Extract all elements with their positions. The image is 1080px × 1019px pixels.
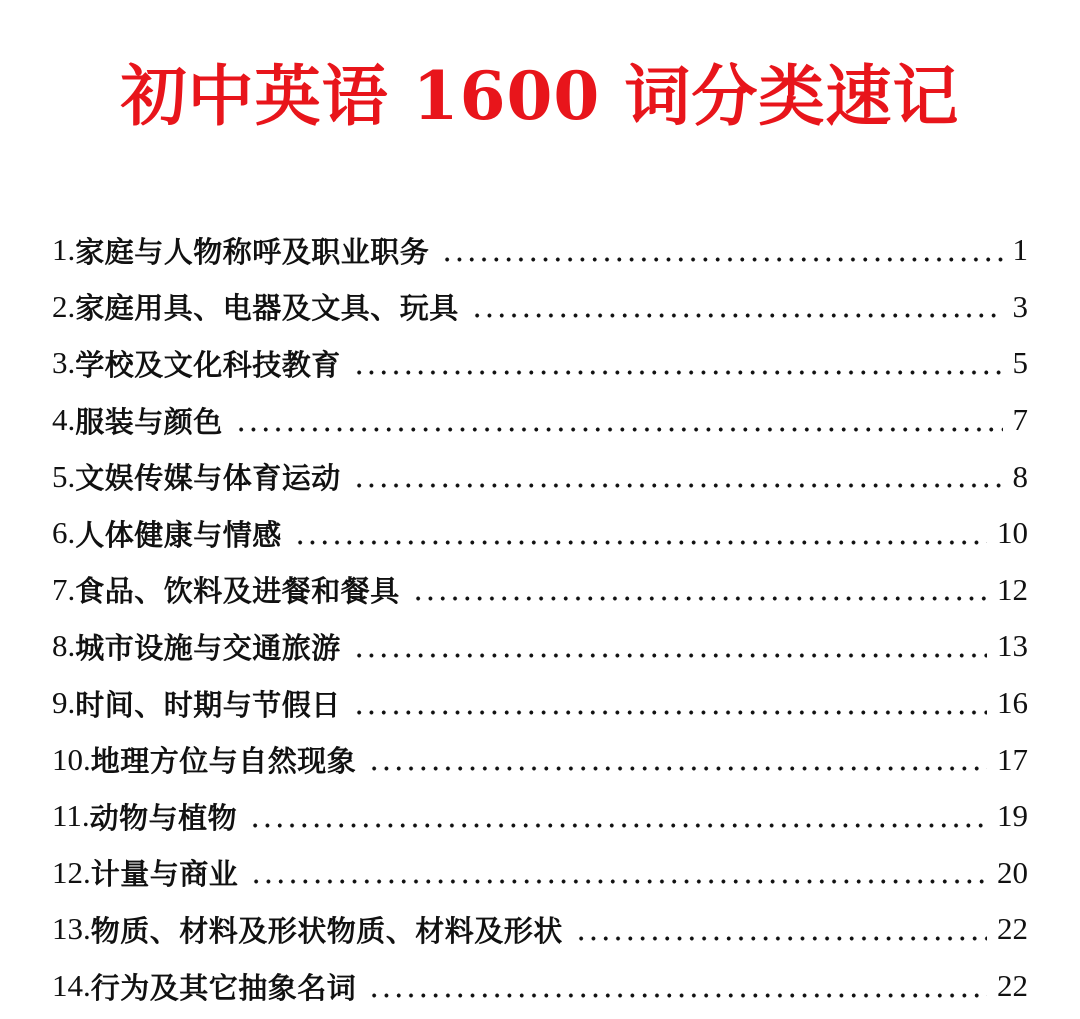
toc-dot-leader <box>441 257 1002 262</box>
toc-entry-page: 12 <box>997 571 1028 607</box>
toc-entry[interactable] <box>52 788 1028 845</box>
toc-entry-number: 11. <box>52 798 90 834</box>
toc-dot-leader <box>471 313 1003 318</box>
toc-entry-number: 5. <box>52 458 76 494</box>
toc-entry-page: 20 <box>997 854 1028 890</box>
toc-dot-leader <box>294 540 987 545</box>
toc-entry[interactable] <box>52 958 1028 1015</box>
toc-entry[interactable] <box>52 448 1028 505</box>
toc-entry-page: 1 <box>1012 232 1028 268</box>
toc-entry-title: 家庭与人物称呼及职业职务 <box>75 234 430 269</box>
toc-dot-leader <box>353 483 1003 488</box>
toc-entry-title: 物质、材料及形状物质、材料及形状 <box>90 913 563 948</box>
toc-dot-leader <box>412 596 987 601</box>
toc-entry-title: 文娱传媒与体育运动 <box>75 461 341 496</box>
toc-entry-title: 人体健康与情感 <box>75 517 282 552</box>
toc-entry-number: 3. <box>52 345 76 381</box>
toc-dot-leader <box>353 710 987 715</box>
toc-entry[interactable] <box>52 222 1028 279</box>
toc-entry[interactable] <box>52 901 1028 958</box>
toc-dot-leader <box>575 936 987 941</box>
toc-entry[interactable] <box>52 845 1028 902</box>
toc-dot-leader <box>353 370 1003 375</box>
toc-dot-leader <box>250 879 987 884</box>
toc-dot-leader <box>353 653 987 658</box>
document-title: 初中英语 1600 词分类速记 <box>120 57 960 135</box>
toc-entry[interactable] <box>52 562 1028 619</box>
toc-entry[interactable] <box>52 392 1028 449</box>
toc-entry-title: 学校及文化科技教育 <box>75 347 341 382</box>
toc-entry[interactable] <box>52 335 1028 392</box>
toc-entry-page: 22 <box>997 968 1028 1004</box>
toc-entry-title: 计量与商业 <box>90 857 239 892</box>
toc-entry-number: 4. <box>52 402 76 438</box>
toc-entry-number: 8. <box>52 628 76 664</box>
toc-entry-page: 13 <box>997 628 1028 664</box>
toc-entry-title: 地理方位与自然现象 <box>90 744 357 779</box>
toc-entry-page: 10 <box>997 515 1028 551</box>
toc-entry-title: 服装与颜色 <box>75 404 223 439</box>
table-of-contents <box>52 222 1028 1014</box>
toc-entry[interactable] <box>52 675 1028 732</box>
toc-dot-leader <box>368 766 987 771</box>
toc-entry-page: 17 <box>997 741 1028 777</box>
toc-entry-number: 6. <box>52 515 76 551</box>
toc-dot-leader <box>249 823 987 828</box>
toc-entry-title: 动物与植物 <box>89 800 238 835</box>
toc-entry-title: 食品、饮料及进餐和餐具 <box>75 574 400 609</box>
toc-entry-number: 14. <box>52 968 91 1004</box>
toc-entry-page: 5 <box>1012 345 1028 381</box>
toc-entry-number: 10. <box>52 741 91 777</box>
toc-entry-page: 22 <box>997 911 1028 947</box>
toc-entry[interactable] <box>52 731 1028 788</box>
toc-entry-title: 时间、时期与节假日 <box>75 687 341 722</box>
toc-entry-number: 9. <box>52 685 76 721</box>
toc-entry-title: 家庭用具、电器及文具、玩具 <box>75 291 459 326</box>
toc-entry-number: 12. <box>52 854 91 890</box>
toc-entry[interactable] <box>52 505 1028 562</box>
toc-dot-leader <box>368 993 987 998</box>
toc-entry-title: 行为及其它抽象名词 <box>90 970 357 1005</box>
toc-entry[interactable] <box>52 279 1028 336</box>
toc-entry-page: 16 <box>997 685 1028 721</box>
toc-entry-page: 8 <box>1012 458 1028 494</box>
toc-dot-leader <box>235 427 1003 432</box>
toc-entry-page: 3 <box>1012 288 1028 324</box>
toc-entry-number: 7. <box>52 571 76 607</box>
toc-entry-number: 2. <box>52 288 76 324</box>
toc-entry[interactable] <box>52 618 1028 675</box>
toc-entry-number: 13. <box>52 911 91 947</box>
toc-entry-page: 7 <box>1012 402 1028 438</box>
toc-entry-page: 19 <box>997 798 1028 834</box>
toc-entry-number: 1. <box>52 232 76 268</box>
toc-entry-title: 城市设施与交通旅游 <box>75 630 341 665</box>
